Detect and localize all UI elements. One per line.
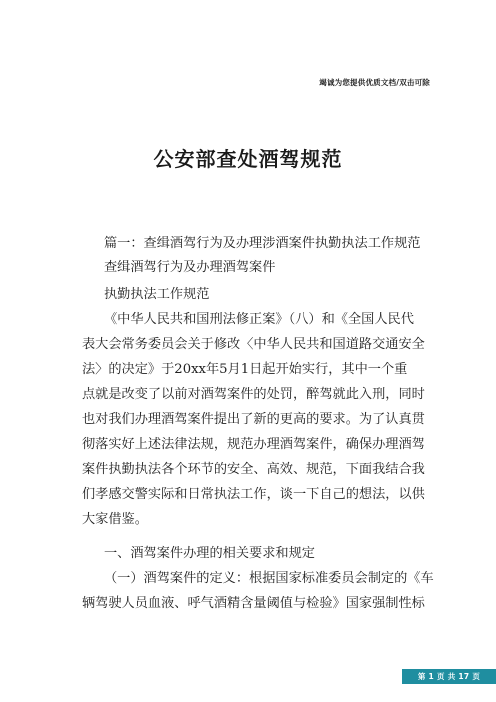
body-line: 点就是改变了以前对酒驾案件的处罚，醉驾就此入刑，同时 [82, 387, 425, 402]
page-indicator: 第 1 页 共 17 页 [417, 672, 481, 681]
body-line: 们孝感交警实际和日常执法工作，谈一下自己的想法，以供 [82, 487, 425, 502]
header-note: 竭诚为您提供优质文档/双击可除 [319, 78, 430, 87]
body-line: 法〉的决定》于20xx年5月1日起开始实行，其中一个重 [82, 362, 408, 377]
body-line: 大家借鉴。 [82, 512, 148, 527]
body-line: 案件执勤执法各个环节的安全、高效、规范，下面我结合我 [82, 462, 425, 477]
body-line: 查缉酒驾行为及办理酒驾案件 [104, 260, 276, 275]
body-line: 《中华人民共和国刑法修正案》（八）和《全国人民代 [104, 312, 414, 327]
body-line: 篇一：查缉酒驾行为及办理涉酒案件执勤执法工作规范 [104, 236, 421, 251]
body-line: （一）酒驾案件的定义：根据国家标准委员会制定的《车 [104, 571, 434, 586]
body-line: 表大会常务委员会关于修改〈中华人民共和国道路交通安全 [82, 337, 425, 352]
document-title: 公安部查处酒驾规范 [153, 147, 343, 171]
section-heading: 一、酒驾案件办理的相关要求和规定 [104, 546, 315, 561]
body-line: 执勤执法工作规范 [104, 287, 210, 302]
body-line: 彻落实好上述法律法规，规范办理酒驾案件，确保办理酒驾 [82, 437, 425, 452]
body-line: 辆驾驶人员血液、呼气酒精含量阈值与检验》国家强制性标 [82, 596, 425, 611]
body-line: 也对我们办理酒驾案件提出了新的更高的要求。为了认真贯 [82, 412, 425, 427]
